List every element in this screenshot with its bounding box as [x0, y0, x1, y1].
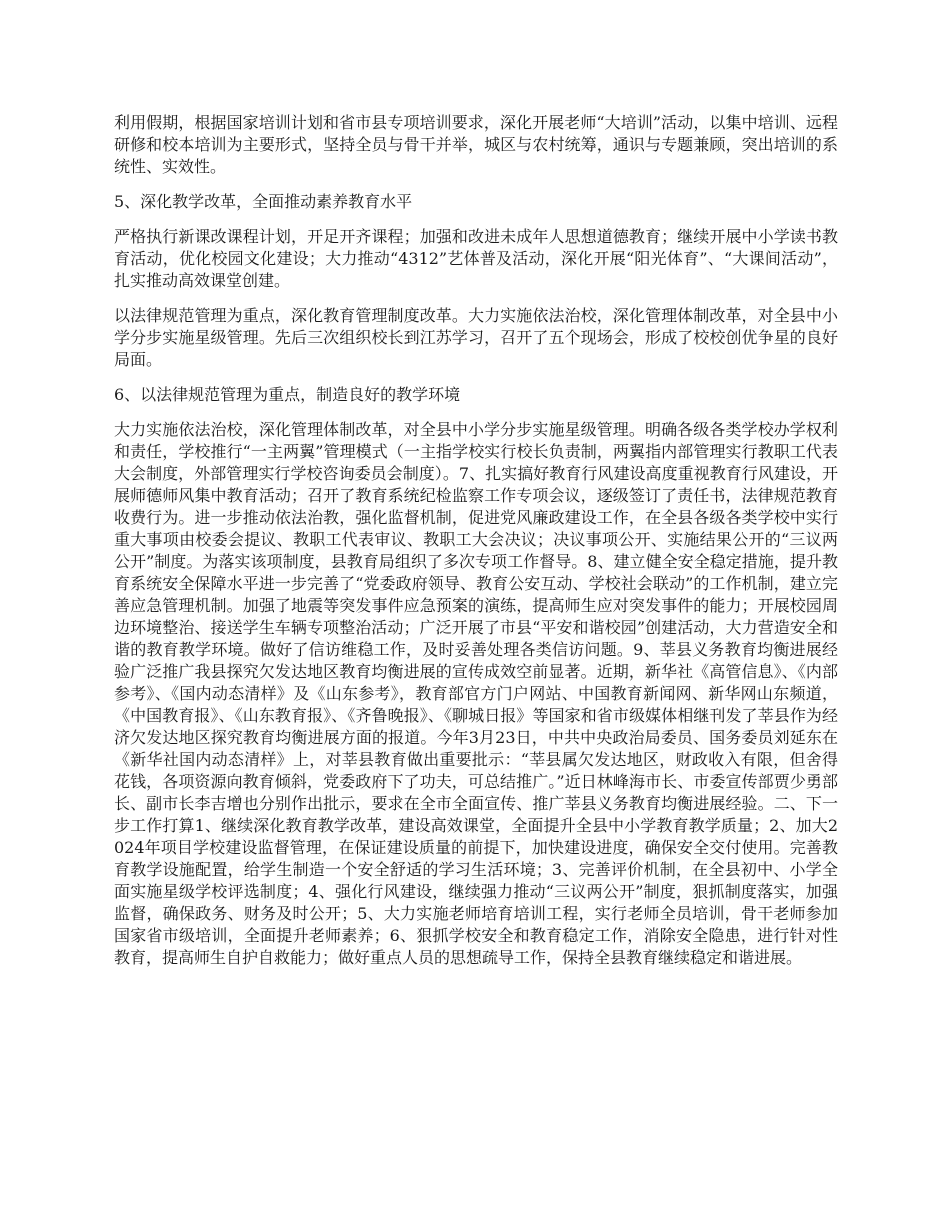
paragraph-teacher-training: 利用假期，根据国家培训计划和省市县专项培训要求，深化开展老师“大培训”活动，以集中培训、远程研修和校本培训为主要形式，坚持全员与骨干并举，城区与农村统筹，通识与专题兼顾，突出培训的系统性、实效性。: [114, 113, 838, 176]
section-heading-6: 6、以法律规范管理为重点，制造良好的教学环境: [114, 385, 461, 404]
paragraph-management-reform: 以法律规范管理为重点，深化教育管理制度改革。大力实施依法治校，深化管理体制改革，对全县中小学分步实施星级管理。先后三次组织校长到江苏学习，召开了五个现场会，形成了校校创优争星的良好局面。: [114, 306, 838, 369]
paragraph-curriculum: 严格执行新课改课程计划，开足开齐课程；加强和改进未成年人思想道德教育；继续开展中小学读书教育活动，优化校园文化建设；大力推动“4312”艺体普及活动，深化开展“阳光体育”、“大课间活动”，扎实推动高效课堂创建。: [114, 227, 838, 290]
paragraph-rule-of-law: 大力实施依法治校，深化管理体制改革，对全县中小学分步实施星级管理。明确各级各类学校办学权利和责任，学校推行“一主两翼”管理模式（一主指学校实行校长负责制，两翼指内部管理实行教职工代表大会制度，外部管理实行学校咨询委员会制度）。7、扎实搞好教育行风建设高度重视教育行风建设，开展师德师风集中教育活动；召开了教育系统纪检监察工作专项会议，逐级签订了责任书，法律规范教育收费行为。进一步推动依法治教，强化监督机制，促进党风廉政建设工作，在全县各级各类学校中实行重大事项由校委会提议、教职工代表审议、教职工大会决议；决议事项公开、实施结果公开的“三议两公开”制度。为落实该项制度，县教育局组织了多次专项工作督导。8、建立健全安全稳定措施，提升教育系统安全保障水平进一步完善了“党委政府领导、教育公安互动、学校社会联动”的工作机制，建立完善应急管理机制。加强了地震等突发事件应急预案的演练，提高师生应对突发事件的能力；开展校园周边环境整治、接送学生车辆专项整治活动；广泛开展了市县“平安和谐校园”创建活动，大力营造安全和谐的教育教学环境。做好了信访维稳工作，及时妥善处理各类信访问题。9、莘县义务教育均衡进展经验广泛推广我县探究欠发达地区教育均衡进展的宣传成效空前显著。近期，新华社《高管信息》、《内部参考》、《国内动态清样》及《山东参考》，教育部官方门户网站、中国教育新闻网、新华网山东频道，《中国教育报》、《山东教育报》、《齐鲁晚报》、《聊城日报》等国家和省市级媒体相继刊发了莘县作为经济欠发达地区探究教育均衡进展方面的报道。今年3月23日，中共中央政治局委员、国务委员刘延东在《新华社国内动态清样》上，对莘县教育做出重要批示：“莘县属欠发达地区，财政收入有限，但舍得花钱，各项资源向教育倾斜，党委政府下了功夫，可总结推广。”近日林峰海市长、市委宣传部贾少勇部长、副市长李吉增也分别作出批示，要求在全市全面宣传、推广莘县义务教育均衡进展经验。二、下一步工作打算1、继续深化教育教学改革，建设高效课堂，全面提升全县中小学教育教学质量；2、加大2024年项目学校建设监督管理，在保证建设质量的前提下，加快建设进度，确保安全交付使用。完善教育教学设施配置，给学生制造一个安全舒适的学习生活环境；3、完善评价机制，在全县初中、小学全面实施星级学校评选制度；4、强化行风建设，继续强力推动“三议两公开”制度，狠抓制度落实，加强监督，确保政务、财务及时公开；5、大力实施老师培育培训工程，实行老师全员培训，骨干老师参加国家省市级培训，全面提升老师素养；6、狠抓学校安全和教育稳定工作，消除安全隐患，进行针对性教育，提高师生自护自救能力；做好重点人员的思想疏导工作，保持全县教育继续稳定和谐进展。: [114, 420, 838, 967]
section-heading-5: 5、深化教学改革，全面推动素养教育水平: [114, 192, 413, 211]
